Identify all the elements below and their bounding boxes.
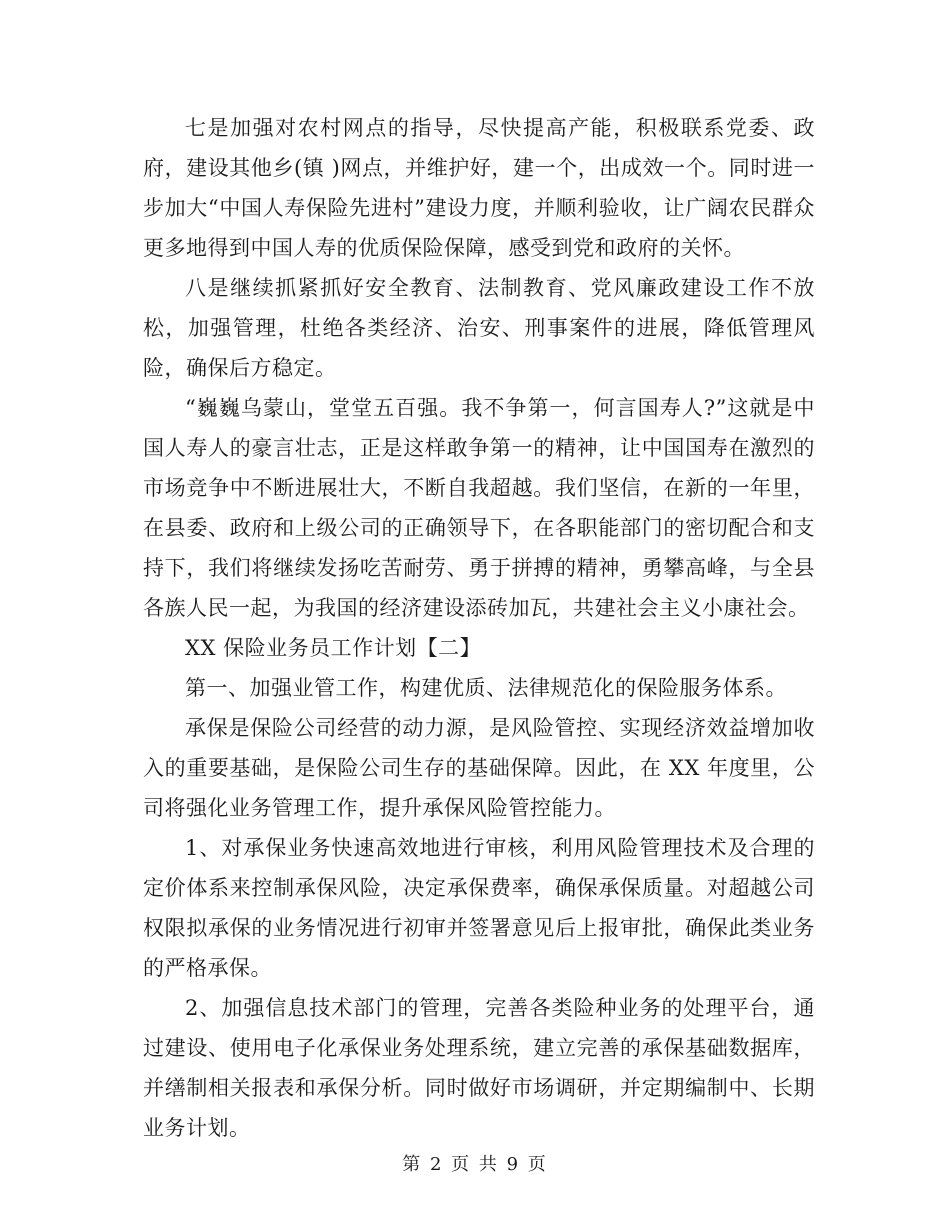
paragraph-item-1: 1、对承保业务快速高效地进行审核，利用风险管理技术及合理的定价体系来控制承保风险，决定承保费率，确保承保质量。对超越公司权限拟承保的业务情况进行初审并签署意见后上报审批，确保此类业务的严格承保。 — [143, 836, 815, 980]
paragraph-underwriting: 承保是保险公司经营的动力源，是风险管控、实现经济效益增加收入的重要基础，是保险公司生存的基础保障。因此，在 XX 年度里，公司将强化业务管理工作，提升承保风险管控能力。 — [143, 716, 815, 820]
paragraph-slogan: “巍巍乌蒙山，堂堂五百强。我不争第一，何言国寿人?”这就是中国人寿人的豪言壮志，正是这样敢争第一的精神，让中国国寿在激烈的市场竞争中不断进展壮大，不断自我超越。我们坚信，在新的一年里，在县委、政府和上级公司的正确领导下，在各职能部门的密切配合和支持下，我们将继续发扬吃苦耐劳、勇于拼搏的精神，勇攀高峰，与全县各族人民一起，为我国的经济建设添砖加瓦，共建社会主义小康社会。 — [143, 396, 815, 620]
paragraph-first-point: 第一、加强业管工作，构建优质、法律规范化的保险服务体系。 — [185, 676, 787, 700]
section-title: XX 保险业务员工作计划【二】 — [185, 636, 482, 660]
page-number-footer: 第 2 页 共 9 页 — [402, 1154, 548, 1175]
paragraph-eight: 八是继续抓紧抓好安全教育、法制教育、党风廉政建设工作不放松，加强管理，杜绝各类经济、治安、刑事案件的进展，降低管理风险，确保后方稳定。 — [143, 276, 815, 380]
document-body — [143, 108, 815, 1148]
paragraph-seven: 七是加强对农村网点的指导，尽快提高产能，积极联系党委、政府，建设其他乡(镇 )网点，并维护好，建一个，出成效一个。同时进一步加大“中国人寿保险先进村”建设力度，并顺利验收，让广阔农民群众更多地得到中国人寿的优质保险保障，感受到党和政府的关怀。 — [143, 116, 815, 260]
paragraph-item-2: 2、加强信息技术部门的管理，完善各类险种业务的处理平台，通过建设、使用电子化承保业务处理系统，建立完善的承保基础数据库，并缮制相关报表和承保分析。同时做好市场调研，并定期编制中、长期业务计划。 — [143, 996, 815, 1140]
